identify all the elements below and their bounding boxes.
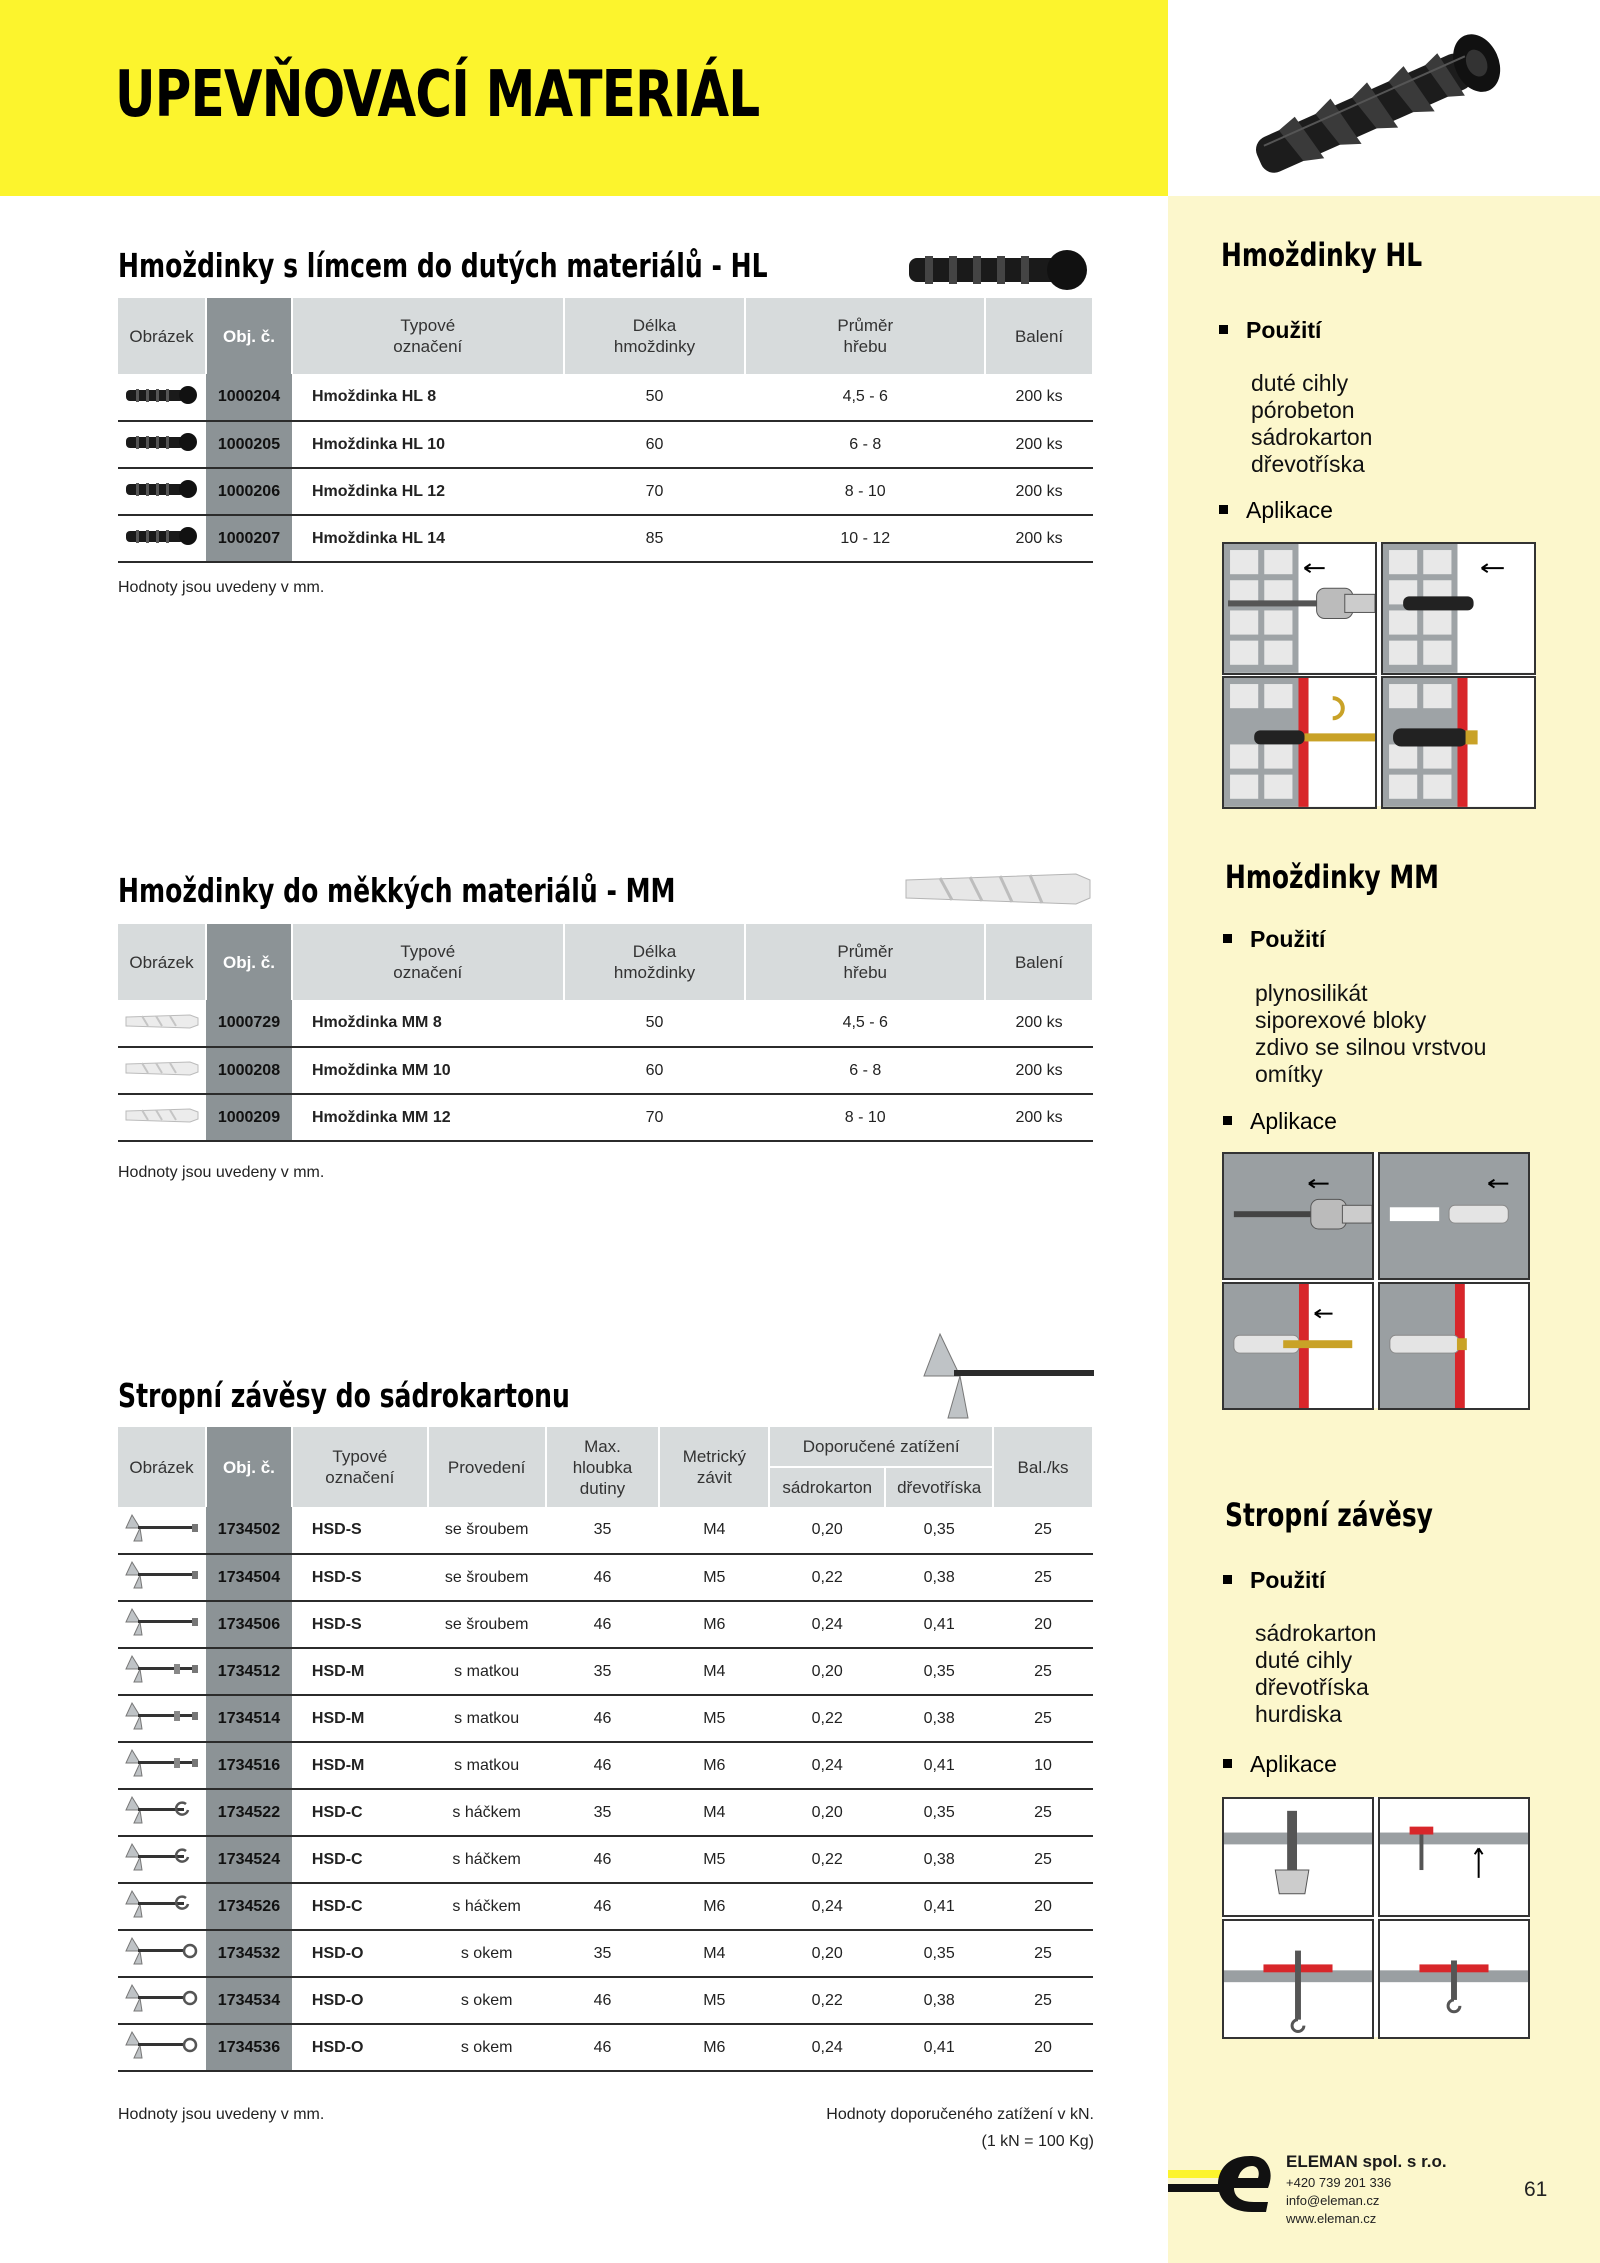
cell-obj: 1734536 xyxy=(206,2024,292,2071)
col-length: Délka hmoždinky xyxy=(564,298,746,374)
cell-gk: 0,20 xyxy=(769,1789,885,1836)
table-row xyxy=(118,1695,1093,1742)
hsd-step-open xyxy=(1222,1919,1374,2039)
cell-exec: s háčkem xyxy=(428,1836,546,1883)
product-thumb-icon xyxy=(118,1094,206,1141)
cell-name: Hmoždinka HL 14 xyxy=(292,515,564,562)
cell-obj: 1000204 xyxy=(206,374,292,421)
col-exec: Provedení xyxy=(428,1427,546,1507)
cell-depth: 46 xyxy=(546,1601,660,1648)
hl-product-image xyxy=(905,248,1091,292)
cell-name: HSD-M xyxy=(292,1742,428,1789)
page-number: 61 xyxy=(1524,2178,1548,2201)
cell-pack: 200 ks xyxy=(985,515,1093,562)
col-diameter: Průměr hřebu xyxy=(745,924,985,1000)
table-row xyxy=(118,1648,1093,1695)
cell-diameter: 4,5 - 6 xyxy=(745,1000,985,1047)
cell-pack: 20 xyxy=(993,2024,1093,2071)
bullet-icon xyxy=(1219,505,1228,514)
cell-length: 70 xyxy=(564,468,746,515)
cell-wood: 0,41 xyxy=(885,1883,993,1930)
cell-name: HSD-O xyxy=(292,1930,428,1977)
cell-wood: 0,38 xyxy=(885,1554,993,1601)
cell-pack: 10 xyxy=(993,1742,1093,1789)
sidebar-hl-use-label: Použití xyxy=(1219,317,1321,344)
sidebar-hl-title: Hmoždinky HL xyxy=(1221,236,1423,274)
cell-exec: s matkou xyxy=(428,1695,546,1742)
table-row xyxy=(118,1836,1093,1883)
cell-pack: 20 xyxy=(993,1601,1093,1648)
cell-thread: M5 xyxy=(659,1836,769,1883)
sidebar-hl-app-label: Aplikace xyxy=(1219,497,1333,524)
hl-table xyxy=(118,298,1094,563)
hsd-application-diagram xyxy=(1222,1797,1530,2037)
cell-name: Hmoždinka HL 12 xyxy=(292,468,564,515)
cell-exec: s matkou xyxy=(428,1742,546,1789)
bullet-icon xyxy=(1223,1116,1232,1125)
mm-product-image xyxy=(900,866,1094,912)
col-pack: Balení xyxy=(985,924,1093,1000)
product-thumb-icon xyxy=(118,374,206,421)
mm-step-fixed xyxy=(1378,1282,1530,1410)
use-item: sádrokarton xyxy=(1251,424,1373,450)
cell-obj: 1734504 xyxy=(206,1554,292,1601)
cell-obj: 1000205 xyxy=(206,421,292,468)
hero-anchor-image xyxy=(1218,22,1538,192)
product-thumb-icon xyxy=(118,1648,206,1695)
table-row xyxy=(118,374,1093,421)
cell-name: HSD-C xyxy=(292,1836,428,1883)
cell-wood: 0,41 xyxy=(885,1742,993,1789)
cell-gk: 0,22 xyxy=(769,1836,885,1883)
cell-name: Hmoždinka HL 8 xyxy=(292,374,564,421)
cell-exec: s okem xyxy=(428,2024,546,2071)
product-thumb-icon xyxy=(118,1883,206,1930)
mm-note: Hodnoty jsou uvedeny v mm. xyxy=(118,1164,325,1181)
table-row xyxy=(118,1977,1093,2024)
col-obj: Obj. č. xyxy=(206,1427,292,1507)
cell-diameter: 6 - 8 xyxy=(745,421,985,468)
cell-exec: s okem xyxy=(428,1930,546,1977)
sidebar-mm-title: Hmoždinky MM xyxy=(1225,858,1440,896)
table-row xyxy=(118,1094,1093,1141)
cell-gk: 0,22 xyxy=(769,1977,885,2024)
table-row xyxy=(118,1601,1093,1648)
cell-pack: 200 ks xyxy=(985,1047,1093,1094)
product-thumb-icon xyxy=(118,1930,206,1977)
product-thumb-icon xyxy=(118,1554,206,1601)
col-obj: Obj. č. xyxy=(206,924,292,1000)
cell-exec: s háčkem xyxy=(428,1789,546,1836)
cell-pack: 25 xyxy=(993,1648,1093,1695)
table-row xyxy=(118,1742,1093,1789)
cell-pack: 25 xyxy=(993,1930,1093,1977)
hsd-table xyxy=(118,1427,1094,2072)
cell-thread: M5 xyxy=(659,1554,769,1601)
bullet-icon xyxy=(1219,325,1228,334)
cell-gk: 0,20 xyxy=(769,1648,885,1695)
cell-obj: 1734532 xyxy=(206,1930,292,1977)
cell-depth: 35 xyxy=(546,1648,660,1695)
mm-step-drill xyxy=(1222,1152,1374,1280)
sidebar-mm-use-label: Použití xyxy=(1223,926,1325,953)
cell-diameter: 6 - 8 xyxy=(745,1047,985,1094)
cell-obj: 1000209 xyxy=(206,1094,292,1141)
use-item: hurdiska xyxy=(1255,1701,1342,1727)
product-thumb-icon xyxy=(118,1000,206,1047)
bullet-icon xyxy=(1223,1759,1232,1768)
cell-exec: se šroubem xyxy=(428,1601,546,1648)
sidebar-hsd-uses xyxy=(1255,1620,1376,1728)
cell-length: 60 xyxy=(564,421,746,468)
cell-wood: 0,35 xyxy=(885,1930,993,1977)
cell-exec: s háčkem xyxy=(428,1883,546,1930)
cell-name: HSD-M xyxy=(292,1648,428,1695)
section-hsd-title: Stropní závěsy do sádrokartonu xyxy=(118,1376,570,1415)
cell-depth: 46 xyxy=(546,1977,660,2024)
cell-gk: 0,22 xyxy=(769,1695,885,1742)
cell-depth: 35 xyxy=(546,1507,660,1554)
table-row xyxy=(118,1930,1093,1977)
cell-exec: se šroubem xyxy=(428,1554,546,1601)
col-diameter: Průměr hřebu xyxy=(745,298,985,374)
product-thumb-icon xyxy=(118,1047,206,1094)
sidebar-hl-uses xyxy=(1251,370,1372,478)
cell-gk: 0,22 xyxy=(769,1554,885,1601)
hsd-product-image xyxy=(904,1330,1096,1420)
table-row xyxy=(118,1883,1093,1930)
cell-diameter: 8 - 10 xyxy=(745,468,985,515)
cell-pack: 200 ks xyxy=(985,1000,1093,1047)
cell-name: HSD-S xyxy=(292,1601,428,1648)
cell-thread: M4 xyxy=(659,1507,769,1554)
cell-pack: 25 xyxy=(993,1507,1093,1554)
cell-pack: 25 xyxy=(993,1789,1093,1836)
cell-length: 70 xyxy=(564,1094,746,1141)
use-item: dřevotříska xyxy=(1255,1674,1369,1700)
hsd-load-note: Hodnoty doporučeného zatížení v kN. xyxy=(826,2106,1094,2123)
col-load: Doporučené zatížení xyxy=(769,1427,993,1467)
cell-pack: 25 xyxy=(993,1695,1093,1742)
cell-exec: s okem xyxy=(428,1977,546,2024)
col-type: Typové označení xyxy=(292,298,564,374)
cell-thread: M6 xyxy=(659,1601,769,1648)
cell-pack: 200 ks xyxy=(985,468,1093,515)
product-thumb-icon xyxy=(118,421,206,468)
cell-obj: 1734526 xyxy=(206,1883,292,1930)
col-depth: Max. hloubka dutiny xyxy=(546,1427,660,1507)
product-thumb-icon xyxy=(118,515,206,562)
col-load-gk: sádrokarton xyxy=(769,1467,885,1507)
use-item: dřevotříska xyxy=(1251,451,1365,477)
hl-application-diagram xyxy=(1222,542,1536,806)
cell-diameter: 10 - 12 xyxy=(745,515,985,562)
cell-obj: 1000206 xyxy=(206,468,292,515)
cell-depth: 35 xyxy=(546,1789,660,1836)
use-item: duté cihly xyxy=(1251,370,1349,396)
table-row xyxy=(118,1000,1093,1047)
cell-name: HSD-S xyxy=(292,1507,428,1554)
col-type: Typové označení xyxy=(292,1427,428,1507)
col-image: Obrázek xyxy=(118,924,206,1000)
col-length: Délka hmoždinky xyxy=(564,924,746,1000)
cell-obj: 1734506 xyxy=(206,1601,292,1648)
cell-wood: 0,35 xyxy=(885,1648,993,1695)
cell-depth: 46 xyxy=(546,1695,660,1742)
cell-diameter: 4,5 - 6 xyxy=(745,374,985,421)
product-thumb-icon xyxy=(118,1977,206,2024)
product-thumb-icon xyxy=(118,1695,206,1742)
table-row xyxy=(118,2024,1093,2071)
table-row xyxy=(118,421,1093,468)
use-item: plynosilikát xyxy=(1255,980,1368,1006)
col-pack: Balení xyxy=(985,298,1093,374)
cell-wood: 0,38 xyxy=(885,1836,993,1883)
cell-gk: 0,24 xyxy=(769,1601,885,1648)
col-pack: Bal./ks xyxy=(993,1427,1093,1507)
cell-exec: se šroubem xyxy=(428,1507,546,1554)
company-web[interactable]: www.eleman.cz xyxy=(1286,2211,1377,2226)
table-row xyxy=(118,1507,1093,1554)
cell-length: 50 xyxy=(564,1000,746,1047)
hl-step-drill xyxy=(1222,542,1377,675)
cell-depth: 46 xyxy=(546,1836,660,1883)
cell-gk: 0,24 xyxy=(769,1742,885,1789)
sidebar-hsd-app-label: Aplikace xyxy=(1223,1751,1337,1778)
cell-name: HSD-C xyxy=(292,1789,428,1836)
cell-pack: 25 xyxy=(993,1836,1093,1883)
hsd-step-drill xyxy=(1222,1797,1374,1917)
cell-gk: 0,20 xyxy=(769,1930,885,1977)
table-row xyxy=(118,1554,1093,1601)
cell-wood: 0,38 xyxy=(885,1695,993,1742)
hl-step-fixed xyxy=(1381,676,1536,809)
cell-obj: 1734534 xyxy=(206,1977,292,2024)
product-thumb-icon xyxy=(118,2024,206,2071)
sidebar-mm-uses xyxy=(1255,980,1486,1088)
cell-pack: 25 xyxy=(993,1977,1093,2024)
cell-gk: 0,24 xyxy=(769,2024,885,2071)
sidebar-hsd-use-label: Použití xyxy=(1223,1567,1325,1594)
hl-note: Hodnoty jsou uvedeny v mm. xyxy=(118,579,325,596)
col-image: Obrázek xyxy=(118,298,206,374)
table-header-row xyxy=(118,1427,1093,1467)
cell-obj: 1000208 xyxy=(206,1047,292,1094)
company-phone: +420 739 201 336 xyxy=(1286,2175,1392,2190)
cell-depth: 35 xyxy=(546,1930,660,1977)
use-item: duté cihly xyxy=(1255,1647,1353,1673)
sidebar-hsd-title: Stropní závěsy xyxy=(1225,1496,1433,1534)
cell-obj: 1734502 xyxy=(206,1507,292,1554)
hl-step-insert xyxy=(1381,542,1536,675)
cell-diameter: 8 - 10 xyxy=(745,1094,985,1141)
cell-length: 60 xyxy=(564,1047,746,1094)
cell-name: HSD-C xyxy=(292,1883,428,1930)
use-item: zdivo se silnou vrstvou xyxy=(1255,1034,1487,1060)
cell-name: Hmoždinka MM 10 xyxy=(292,1047,564,1094)
cell-wood: 0,35 xyxy=(885,1789,993,1836)
cell-pack: 200 ks xyxy=(985,374,1093,421)
cell-wood: 0,35 xyxy=(885,1507,993,1554)
table-row xyxy=(118,468,1093,515)
page-title: UPEVŇOVACÍ MATERIÁL xyxy=(115,58,760,132)
section-mm-title: Hmoždinky do měkkých materiálů - MM xyxy=(118,871,676,910)
col-obj: Obj. č. xyxy=(206,298,292,374)
cell-length: 85 xyxy=(564,515,746,562)
product-thumb-icon xyxy=(118,1789,206,1836)
cell-pack: 25 xyxy=(993,1554,1093,1601)
company-email[interactable]: info@eleman.cz xyxy=(1286,2193,1380,2208)
table-header-row xyxy=(118,924,1093,1000)
cell-thread: M6 xyxy=(659,1883,769,1930)
mm-application-diagram xyxy=(1222,1152,1530,1408)
mm-table xyxy=(118,924,1094,1142)
mm-step-screw xyxy=(1222,1282,1374,1410)
cell-depth: 46 xyxy=(546,1742,660,1789)
cell-exec: s matkou xyxy=(428,1648,546,1695)
table-row xyxy=(118,1789,1093,1836)
col-image: Obrázek xyxy=(118,1427,206,1507)
cell-depth: 46 xyxy=(546,2024,660,2071)
cell-depth: 46 xyxy=(546,1883,660,1930)
cell-pack: 200 ks xyxy=(985,421,1093,468)
hsd-step-insert xyxy=(1378,1797,1530,1917)
cell-wood: 0,41 xyxy=(885,1601,993,1648)
cell-gk: 0,20 xyxy=(769,1507,885,1554)
cell-name: HSD-M xyxy=(292,1695,428,1742)
cell-name: HSD-O xyxy=(292,2024,428,2071)
table-row xyxy=(118,515,1093,562)
product-thumb-icon xyxy=(118,1742,206,1789)
sidebar-mm-app-label: Aplikace xyxy=(1223,1108,1337,1135)
cell-thread: M4 xyxy=(659,1789,769,1836)
eleman-logo xyxy=(1168,2148,1288,2218)
table-row xyxy=(118,1047,1093,1094)
bullet-icon xyxy=(1223,934,1232,943)
hsd-note: Hodnoty jsou uvedeny v mm. xyxy=(118,2106,325,2123)
cell-thread: M5 xyxy=(659,1695,769,1742)
product-thumb-icon xyxy=(118,1507,206,1554)
cell-obj: 1734512 xyxy=(206,1648,292,1695)
cell-obj: 1734514 xyxy=(206,1695,292,1742)
use-item: pórobeton xyxy=(1251,397,1355,423)
col-type: Typové označení xyxy=(292,924,564,1000)
product-thumb-icon xyxy=(118,1836,206,1883)
cell-name: Hmoždinka HL 10 xyxy=(292,421,564,468)
cell-obj: 1734524 xyxy=(206,1836,292,1883)
cell-obj: 1000729 xyxy=(206,1000,292,1047)
cell-name: HSD-O xyxy=(292,1977,428,2024)
cell-obj: 1734522 xyxy=(206,1789,292,1836)
product-thumb-icon xyxy=(118,1601,206,1648)
bullet-icon xyxy=(1223,1575,1232,1584)
section-hl-title: Hmoždinky s límcem do dutých materiálů - HL xyxy=(118,246,768,285)
cell-name: Hmoždinka MM 12 xyxy=(292,1094,564,1141)
cell-obj: 1734516 xyxy=(206,1742,292,1789)
cell-thread: M4 xyxy=(659,1930,769,1977)
mm-step-insert xyxy=(1378,1152,1530,1280)
cell-name: HSD-S xyxy=(292,1554,428,1601)
table-header-row xyxy=(118,298,1093,374)
use-item: siporexové bloky xyxy=(1255,1007,1427,1033)
use-item: omítky xyxy=(1255,1061,1323,1087)
cell-depth: 46 xyxy=(546,1554,660,1601)
cell-thread: M6 xyxy=(659,2024,769,2071)
cell-pack: 200 ks xyxy=(985,1094,1093,1141)
cell-wood: 0,41 xyxy=(885,2024,993,2071)
cell-length: 50 xyxy=(564,374,746,421)
hsd-load-conversion: (1 kN = 100 Kg) xyxy=(981,2133,1094,2150)
cell-thread: M6 xyxy=(659,1742,769,1789)
use-item: sádrokarton xyxy=(1255,1620,1377,1646)
cell-name: Hmoždinka MM 8 xyxy=(292,1000,564,1047)
col-load-wood: dřevotříska xyxy=(885,1467,993,1507)
cell-thread: M5 xyxy=(659,1977,769,2024)
col-thread: Metrický závit xyxy=(659,1427,769,1507)
cell-obj: 1000207 xyxy=(206,515,292,562)
company-name: ELEMAN spol. s r.o. xyxy=(1286,2152,1447,2171)
product-thumb-icon xyxy=(118,468,206,515)
hl-step-screw xyxy=(1222,676,1377,809)
cell-thread: M4 xyxy=(659,1648,769,1695)
cell-gk: 0,24 xyxy=(769,1883,885,1930)
cell-pack: 20 xyxy=(993,1883,1093,1930)
hsd-step-fixed xyxy=(1378,1919,1530,2039)
cell-wood: 0,38 xyxy=(885,1977,993,2024)
